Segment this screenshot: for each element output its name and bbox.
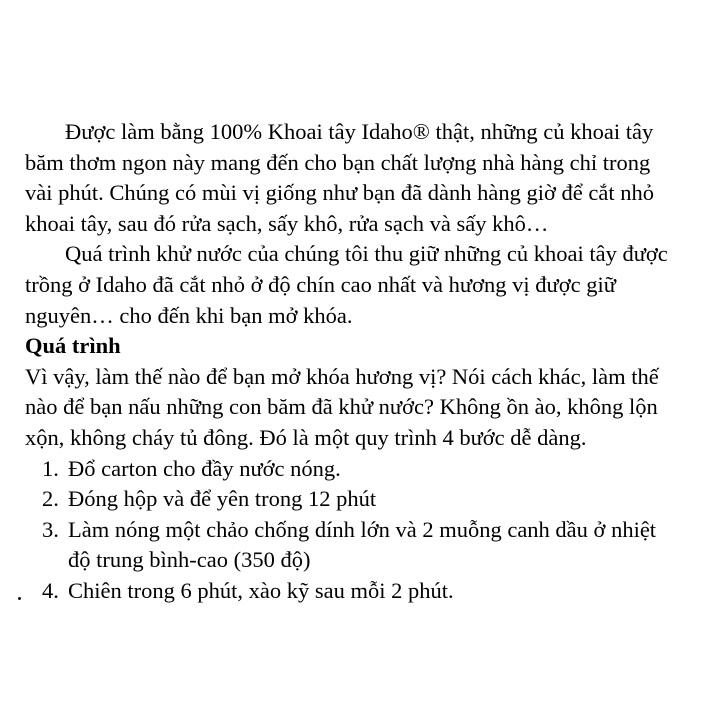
paragraph-dehydration-line: trồng ở Idaho đã cắt nhỏ ở độ chín cao nhất và hương vị được giữ xyxy=(25,271,616,297)
section-heading: Quá trình xyxy=(25,333,121,359)
paragraph-process-line: xộn, không cháy tủ đông. Đó là một quy trình 4 bước dễ dàng. xyxy=(25,424,587,450)
paragraph-process-line: Vì vậy, làm thế nào để bạn mở khóa hương vị? Nói cách khác, làm thế xyxy=(25,363,659,389)
list-number: 2. xyxy=(42,486,59,512)
list-item-2 xyxy=(25,484,709,515)
list-item-1 xyxy=(25,454,709,485)
list-number: 1. xyxy=(42,455,59,481)
list-number: 3. xyxy=(42,516,59,542)
list-item-3 xyxy=(25,515,709,546)
paragraph-intro-line: vài phút. Chúng có mùi vị giống như bạn đã dành hàng giờ để cắt nhỏ xyxy=(25,180,654,206)
paragraph-intro-line: băm thơm ngon này mang đến cho bạn chất lượng nhà hàng chỉ trong xyxy=(25,149,651,175)
paragraph-process-line: nào để bạn nấu những con băm đã khử nước? Không ồn ào, không lộn xyxy=(25,394,658,420)
paragraph-dehydration-line: Quá trình khử nước của chúng tôi thu giữ những củ khoai tây được xyxy=(65,241,668,267)
paragraph-intro-line: khoai tây, sau đó rửa sạch, sấy khô, rửa sạch và sấy khô… xyxy=(25,210,549,236)
list-item-text: Chiên trong 6 phút, xào kỹ sau mỗi 2 phút. xyxy=(68,577,454,603)
list-item-4 xyxy=(25,576,709,607)
list-item-3-continuation: độ trung bình-cao (350 độ) xyxy=(68,547,311,573)
paragraph-dehydration-line: nguyên… cho đến khi bạn mở khóa. xyxy=(25,302,353,328)
list-number: 4. xyxy=(42,577,59,603)
list-item-text: Đóng hộp và để yên trong 12 phút xyxy=(68,486,377,512)
stray-mark xyxy=(18,597,21,600)
list-item-text: Đổ carton cho đầy nước nóng. xyxy=(68,455,341,481)
text-block xyxy=(25,117,709,607)
list-item-text: Làm nóng một chảo chống dính lớn và 2 muỗng canh dầu ở nhiệt xyxy=(68,516,657,542)
paragraph-intro-line: Được làm bằng 100% Khoai tây Idaho® thật, những củ khoai tây xyxy=(65,119,654,144)
